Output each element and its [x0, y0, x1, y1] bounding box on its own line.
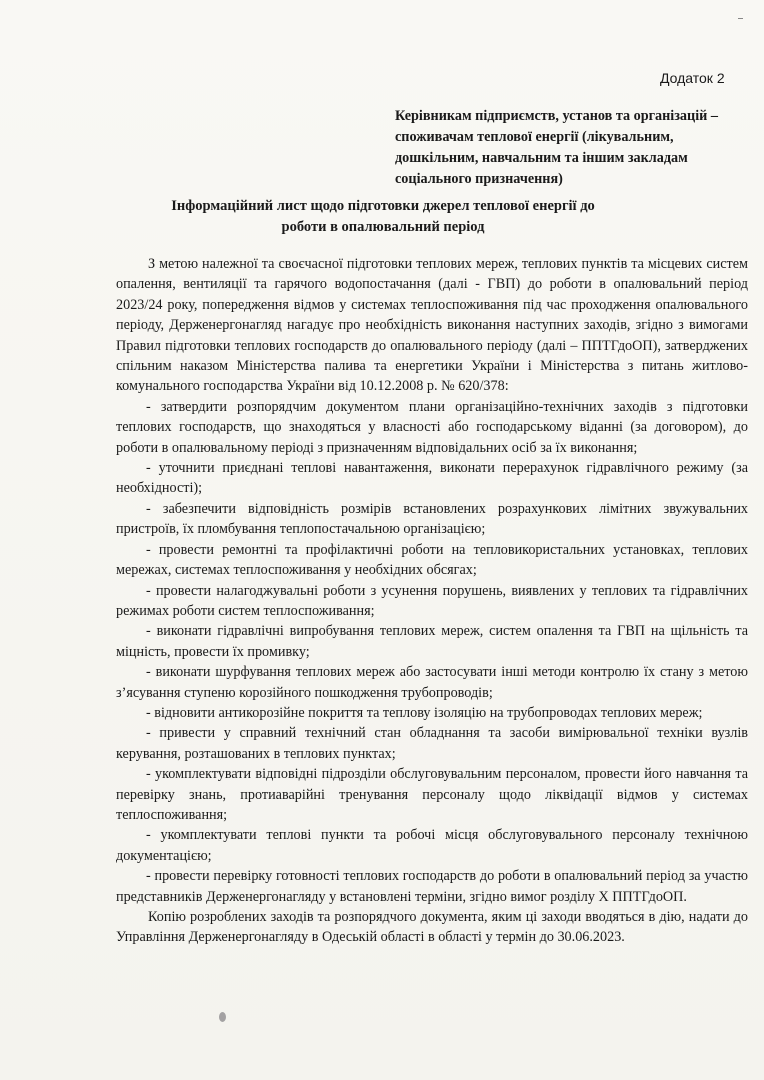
addressee-block: Керівникам підприємств, установ та організацій – споживачам теплової енергії (лікувальним, дошкільним, навчальним та іншим закладам соціального призначення): [395, 108, 718, 187]
document-body: [116, 254, 748, 948]
list-item: - привести у справний технічний стан обладнання та засоби вимірювальної техніки вузлів керування, розташованих в теплових пунктах;: [116, 723, 748, 764]
list-item: - уточнити приєднані теплові навантаження, виконати перерахунок гідравлічного режиму (за необхідності);: [116, 458, 748, 499]
measures-list: [116, 397, 748, 907]
annex-label: Додаток 2: [660, 70, 725, 86]
list-item: - укомплектувати відповідні підрозділи обслуговувальним персоналом, провести його навчання та перевірку знань, протиаварійні тренування персоналу щодо ліквідації відмов у системах теплоспоживання;: [116, 764, 748, 825]
list-item: - виконати шурфування теплових мереж або застосувати інші методи контролю їх стану з метою з’ясування ступеню корозійного пошкодження трубопроводів;: [116, 662, 748, 703]
scan-artifact: [738, 18, 743, 19]
list-item: - виконати гідравлічні випробування теплових мереж, систем опалення та ГВП на щільність та міцність, провести їх промивку;: [116, 621, 748, 662]
list-item: - провести ремонтні та профілактичні роботи на тепловикористальних установках, теплових мережах, системах теплоспоживання у необхідних обсягах;: [116, 540, 748, 581]
list-item: - затвердити розпорядчим документом плани організаційно-технічних заходів з підготовки теплових господарств, що знаходяться у власності або господарському віданні (за договором), до роботи в опалювальному періоді з призначенням відповідальних осіб за їх виконання;: [116, 397, 748, 458]
ink-spot: [219, 1012, 226, 1022]
document-title: Інформаційний лист щодо підготовки джерел теплової енергії до роботи в опалювальний період: [171, 198, 595, 235]
list-item: - провести налагоджувальні роботи з усунення порушень, виявлених у теплових та гідравлічних режимах роботи систем теплоспоживання;: [116, 581, 748, 622]
list-item: - відновити антикорозійне покриття та теплову ізоляцію на трубопроводах теплових мереж;: [116, 703, 748, 723]
list-item: - провести перевірку готовності теплових господарств до роботи в опалювальний період за участю представників Держенергонагляду у встановлені терміни, згідно вимог розділу Х ППТГдоОП.: [116, 866, 748, 907]
list-item: - укомплектувати теплові пункти та робочі місця обслуговувального персоналу технічною документацією;: [116, 825, 748, 866]
list-item: - забезпечити відповідність розмірів встановлених розрахункових лімітних звужувальних пристроїв, їх пломбування теплопостачальною організацією;: [116, 499, 748, 540]
intro-paragraph: З метою належної та своєчасної підготовки теплових мереж, теплових пунктів та місцевих систем опалення, вентиляції та гарячого водопостачання (далі - ГВП) до роботи в опалювальний період 2023/24 року, попередження відмов у системах теплоспоживання під час проходження опалювального періоду, Держенергонагляд нагадує про необхідність виконання наступних заходів, згідно з вимогами Правил підготовки теплових господарств до опалювального періоду (далі – ППТГдоОП), затверджених спільним наказом Міністерства палива та енергетики України і Міністерства з питань житлово-комунального господарства України від 10.12.2008 р. № 620/378:: [116, 256, 748, 395]
closing-paragraph: Копію розроблених заходів та розпорядчого документа, яким ці заходи вводяться в дію, надати до Управління Держенергонагляду в Одеській області в області у термін до 30.06.2023.: [116, 909, 748, 946]
